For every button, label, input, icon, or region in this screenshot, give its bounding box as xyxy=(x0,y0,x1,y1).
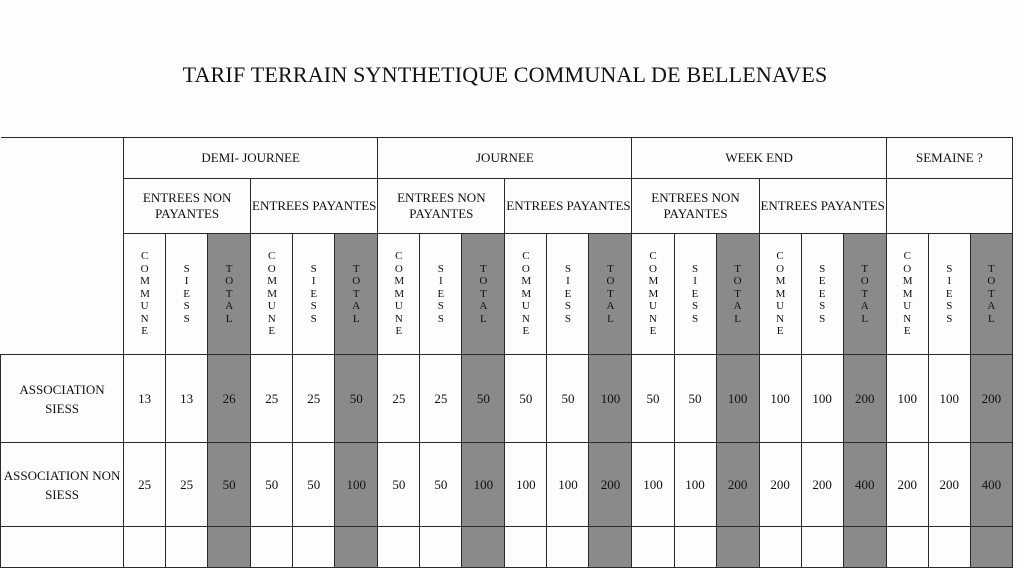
table-row xyxy=(1,443,1013,527)
empty-cell xyxy=(632,527,674,568)
table-cell: 100 xyxy=(589,355,632,443)
table-cell: 400 xyxy=(970,443,1012,527)
table-cell: 25 xyxy=(251,355,293,443)
table-cell: 100 xyxy=(716,355,759,443)
table-cell: 100 xyxy=(632,443,674,527)
entrees-non-payantes-header: ENTREES NON PAYANTES xyxy=(378,179,505,234)
entrees-payantes-header: ENTREES PAYANTES xyxy=(759,179,886,234)
table-cell: 26 xyxy=(208,355,251,443)
period-header-demi-journee: DEMI- JOURNEE xyxy=(124,138,378,179)
table-cell: 13 xyxy=(124,355,166,443)
empty-cell xyxy=(547,527,589,568)
entrees-non-payantes-header: ENTREES NON PAYANTES xyxy=(632,179,759,234)
empty-cell xyxy=(928,527,970,568)
empty-cell xyxy=(716,527,759,568)
sub-header-siess: SIESS xyxy=(547,234,589,355)
empty-cell xyxy=(589,527,632,568)
sub-header-total: TOTAL xyxy=(589,234,632,355)
sub-header-siess: SIESS xyxy=(420,234,462,355)
sub-header-commune: COMMUNE xyxy=(886,234,928,355)
sub-header-siess: SIESS xyxy=(166,234,208,355)
table-cell: 25 xyxy=(124,443,166,527)
table-cell: 100 xyxy=(335,443,378,527)
sub-header-commune: COMMUNE xyxy=(251,234,293,355)
table-cell: 50 xyxy=(208,443,251,527)
table-cell: 100 xyxy=(759,355,801,443)
table-cell: 100 xyxy=(886,355,928,443)
empty-cell xyxy=(420,527,462,568)
empty-cell xyxy=(251,527,293,568)
table-cell: 50 xyxy=(674,355,716,443)
sub-header-siess: SIESS xyxy=(293,234,335,355)
table-cell: 200 xyxy=(843,355,886,443)
table-cell: 25 xyxy=(420,355,462,443)
table-row-empty xyxy=(1,527,1013,568)
sub-header-commune: COMMUNE xyxy=(505,234,547,355)
sub-header-total: TOTAL xyxy=(335,234,378,355)
empty-cell xyxy=(1,527,124,568)
period-header-week-end: WEEK END xyxy=(632,138,886,179)
empty-cell xyxy=(124,527,166,568)
table-cell: 100 xyxy=(928,355,970,443)
sub-header-commune: COMMUNE xyxy=(632,234,674,355)
tariff-table xyxy=(0,137,1013,568)
empty-cell xyxy=(505,527,547,568)
table-cell: 200 xyxy=(801,443,843,527)
period-header-semaine: SEMAINE ? xyxy=(886,138,1012,179)
table-cell: 25 xyxy=(378,355,420,443)
sub-header-commune: COMMUNE xyxy=(378,234,420,355)
empty-cell xyxy=(462,527,505,568)
empty-cell xyxy=(970,527,1012,568)
empty-cell xyxy=(886,527,928,568)
table-cell: 100 xyxy=(674,443,716,527)
document-title: TARIF TERRAIN SYNTHETIQUE COMMUNAL DE BELLENAVES xyxy=(182,62,828,87)
entrees-empty-header xyxy=(886,179,1012,234)
sub-header-total: TOTAL xyxy=(716,234,759,355)
table-cell: 50 xyxy=(335,355,378,443)
empty-cell xyxy=(293,527,335,568)
sub-header-total: TOTAL xyxy=(208,234,251,355)
table-cell: 50 xyxy=(632,355,674,443)
table-cell: 200 xyxy=(589,443,632,527)
sub-header-commune: COMMUNE xyxy=(124,234,166,355)
empty-cell xyxy=(208,527,251,568)
empty-cell xyxy=(759,527,801,568)
table-cell: 50 xyxy=(547,355,589,443)
entrees-payantes-header: ENTREES PAYANTES xyxy=(505,179,632,234)
table-cell: 400 xyxy=(843,443,886,527)
table-cell: 25 xyxy=(166,443,208,527)
table-cell: 25 xyxy=(293,355,335,443)
table-cell: 100 xyxy=(462,443,505,527)
table-cell: 50 xyxy=(378,443,420,527)
table-cell: 200 xyxy=(759,443,801,527)
entrees-non-payantes-header: ENTREES NON PAYANTES xyxy=(124,179,251,234)
sub-header-total: TOTAL xyxy=(462,234,505,355)
sub-header-siess: SIESS xyxy=(674,234,716,355)
row-label-association-siess: ASSOCIATION SIESS xyxy=(1,355,124,443)
period-header-journee: JOURNEE xyxy=(378,138,632,179)
empty-cell xyxy=(335,527,378,568)
table-cell: 100 xyxy=(547,443,589,527)
entrees-payantes-header: ENTREES PAYANTES xyxy=(251,179,378,234)
empty-cell xyxy=(674,527,716,568)
empty-cell xyxy=(801,527,843,568)
sub-header-seess: SEESS xyxy=(801,234,843,355)
table-cell: 50 xyxy=(420,443,462,527)
table-cell: 100 xyxy=(505,443,547,527)
empty-cell xyxy=(843,527,886,568)
table-cell: 50 xyxy=(505,355,547,443)
table-cell: 200 xyxy=(928,443,970,527)
empty-cell xyxy=(378,527,420,568)
table-cell: 13 xyxy=(166,355,208,443)
row-label-association-non-siess: ASSOCIATION NON SIESS xyxy=(1,443,124,527)
sub-header-commune: COMMUNE xyxy=(759,234,801,355)
table-cell: 50 xyxy=(293,443,335,527)
corner-cell xyxy=(1,138,124,355)
sub-header-siess: SIESS xyxy=(928,234,970,355)
table-cell: 100 xyxy=(801,355,843,443)
sub-header-total: TOTAL xyxy=(970,234,1012,355)
table-cell: 200 xyxy=(716,443,759,527)
table-cell: 50 xyxy=(462,355,505,443)
table-cell: 200 xyxy=(886,443,928,527)
table-cell: 50 xyxy=(251,443,293,527)
table-cell: 200 xyxy=(970,355,1012,443)
sub-header-total: TOTAL xyxy=(843,234,886,355)
table-row xyxy=(1,355,1013,443)
empty-cell xyxy=(166,527,208,568)
